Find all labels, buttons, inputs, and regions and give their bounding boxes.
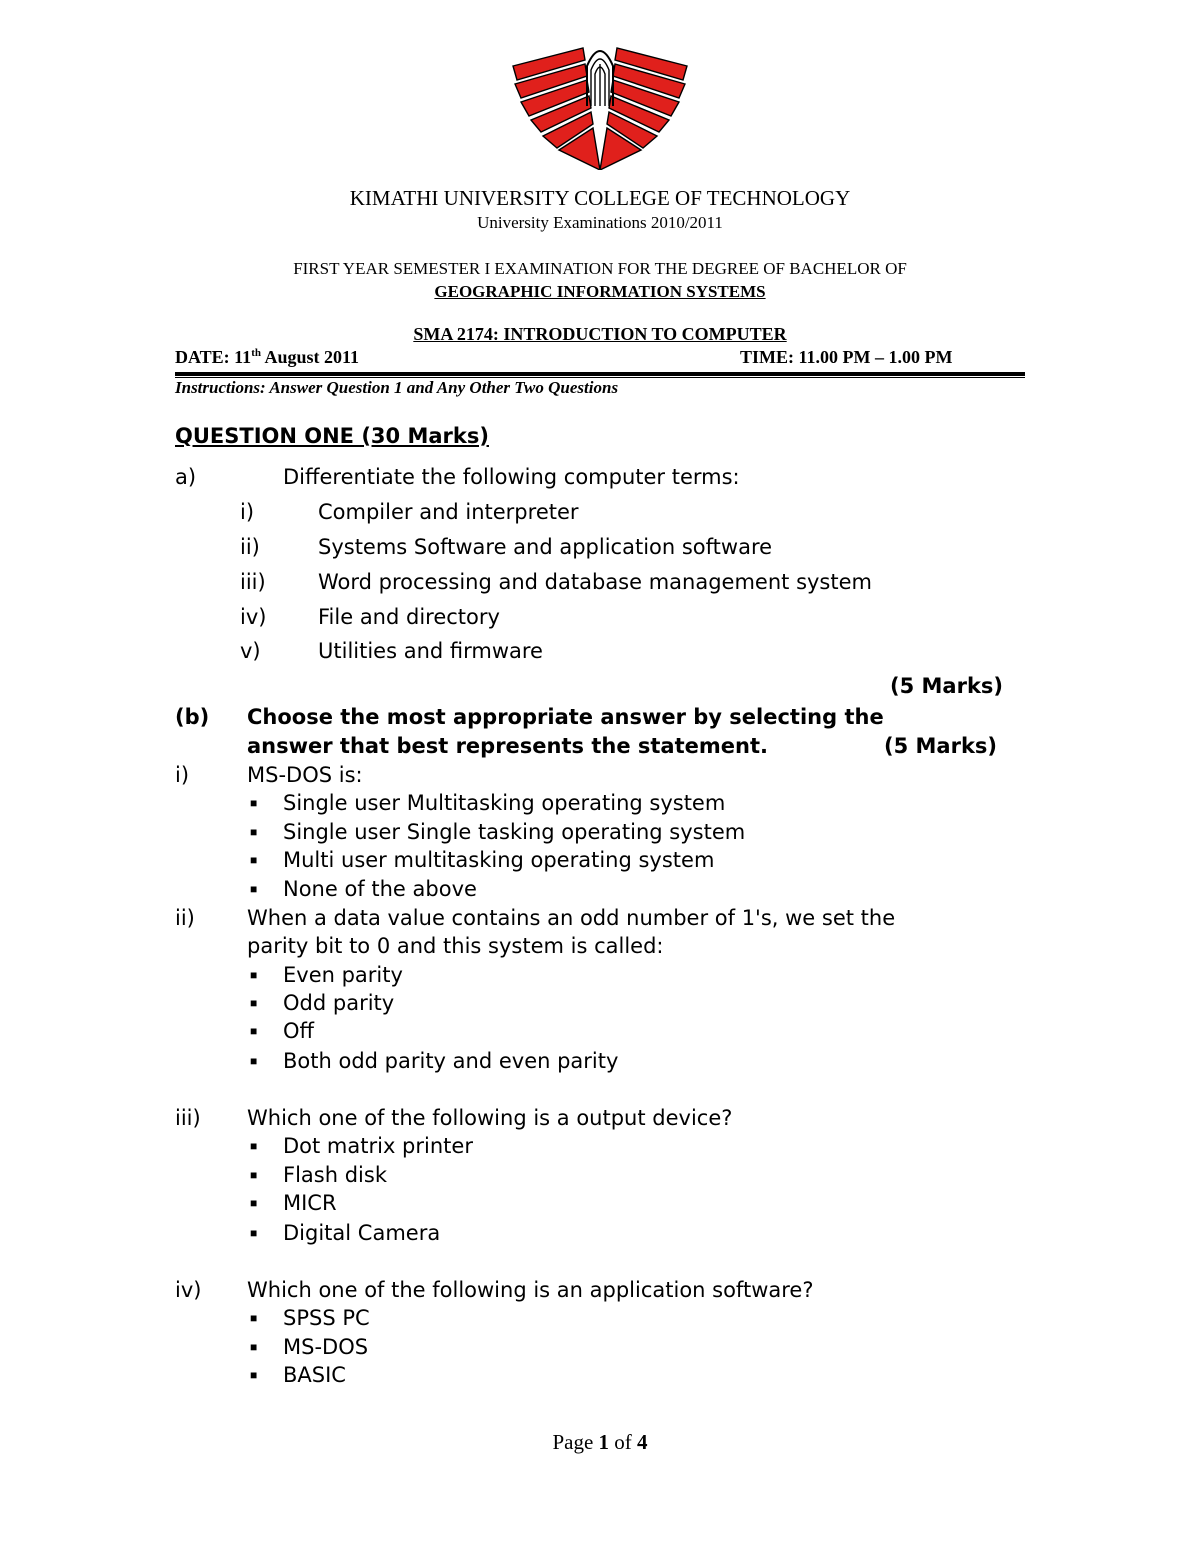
part-b-label: (b) bbox=[175, 705, 210, 729]
degree-name: GEOGRAPHIC INFORMATION SYSTEMS bbox=[434, 282, 766, 301]
bullet-icon: ■ bbox=[250, 1340, 258, 1354]
option-item: BASIC bbox=[283, 1363, 346, 1387]
option-item: Odd parity bbox=[283, 991, 395, 1015]
part-b-marks: (5 Marks) bbox=[884, 734, 998, 758]
bullet-icon: ■ bbox=[250, 996, 258, 1010]
option-item: None of the above bbox=[283, 877, 477, 901]
bullet-icon: ■ bbox=[250, 882, 258, 896]
list-item: Compiler and interpreter bbox=[318, 500, 579, 524]
bullet-icon: ■ bbox=[250, 1196, 258, 1210]
part-a-label: a) bbox=[175, 465, 197, 489]
option-item: Digital Camera bbox=[283, 1221, 441, 1245]
option-item: Dot matrix printer bbox=[283, 1134, 473, 1158]
list-item-num: v) bbox=[240, 639, 261, 663]
option-item: Single user Multitasking operating system bbox=[283, 791, 726, 815]
question-text: MS-DOS is: bbox=[247, 763, 363, 787]
bullet-icon: ■ bbox=[250, 1368, 258, 1382]
bullet-icon: ■ bbox=[250, 1139, 258, 1153]
question-text: parity bit to 0 and this system is called: bbox=[247, 934, 664, 958]
exam-series: University Examinations 2010/2011 bbox=[477, 213, 723, 232]
question-text: Which one of the following is a output device? bbox=[247, 1106, 733, 1130]
part-b-text-line1: Choose the most appropriate answer by selecting the bbox=[247, 705, 884, 729]
bullet-icon: ■ bbox=[250, 968, 258, 982]
list-item: Utilities and firmware bbox=[318, 639, 543, 663]
university-crest-icon bbox=[505, 44, 695, 170]
question-number: ii) bbox=[175, 906, 195, 930]
bullet-icon: ■ bbox=[250, 853, 258, 867]
bullet-icon: ■ bbox=[250, 1311, 258, 1325]
option-item: Single user Single tasking operating system bbox=[283, 820, 746, 844]
list-item-num: ii) bbox=[240, 535, 260, 559]
question-one-title: QUESTION ONE (30 Marks) bbox=[175, 424, 489, 448]
option-item: SPSS PC bbox=[283, 1306, 370, 1330]
option-item: Flash disk bbox=[283, 1163, 387, 1187]
exam-time: TIME: 11.00 PM – 1.00 PM bbox=[740, 347, 953, 367]
part-a-text: Differentiate the following computer terms: bbox=[283, 465, 740, 489]
bullet-icon: ■ bbox=[250, 796, 258, 810]
option-item: Multi user multitasking operating system bbox=[283, 848, 715, 872]
institution-name: KIMATHI UNIVERSITY COLLEGE OF TECHNOLOGY bbox=[349, 186, 851, 210]
option-item: MICR bbox=[283, 1191, 337, 1215]
list-item: Word processing and database management system bbox=[318, 570, 872, 594]
bullet-icon: ■ bbox=[250, 1168, 258, 1182]
bullet-icon: ■ bbox=[250, 825, 258, 839]
list-item: File and directory bbox=[318, 605, 500, 629]
exam-date: DATE: 11th August 2011 bbox=[175, 347, 360, 367]
bullet-icon: ■ bbox=[250, 1226, 258, 1240]
question-text: Which one of the following is an application software? bbox=[247, 1278, 814, 1302]
option-item: Both odd parity and even parity bbox=[283, 1049, 619, 1073]
option-item: Even parity bbox=[283, 963, 403, 987]
question-text: When a data value contains an odd number of 1's, we set the bbox=[247, 906, 896, 930]
question-number: iii) bbox=[175, 1106, 201, 1130]
course-title: SMA 2174: INTRODUCTION TO COMPUTER bbox=[413, 324, 787, 344]
bullet-icon: ■ bbox=[250, 1054, 258, 1068]
option-item: MS-DOS bbox=[283, 1335, 369, 1359]
list-item-num: i) bbox=[240, 500, 255, 524]
option-item: Off bbox=[283, 1019, 314, 1043]
exam-title: FIRST YEAR SEMESTER I EXAMINATION FOR THE DEGREE OF BACHELOR OF bbox=[293, 259, 907, 278]
header-rule-thick bbox=[175, 372, 1025, 376]
page-number: Page 1 of 4 bbox=[552, 1430, 648, 1454]
list-item-num: iii) bbox=[240, 570, 266, 594]
part-b-text-line2: answer that best represents the statement. bbox=[247, 734, 768, 758]
question-number: iv) bbox=[175, 1278, 202, 1302]
part-a-marks: (5 Marks) bbox=[890, 674, 1004, 698]
list-item-num: iv) bbox=[240, 605, 267, 629]
list-item: Systems Software and application software bbox=[318, 535, 773, 559]
instructions: Instructions: Answer Question 1 and Any Other Two Questions bbox=[175, 378, 619, 397]
bullet-icon: ■ bbox=[250, 1024, 258, 1038]
question-number: i) bbox=[175, 763, 190, 787]
